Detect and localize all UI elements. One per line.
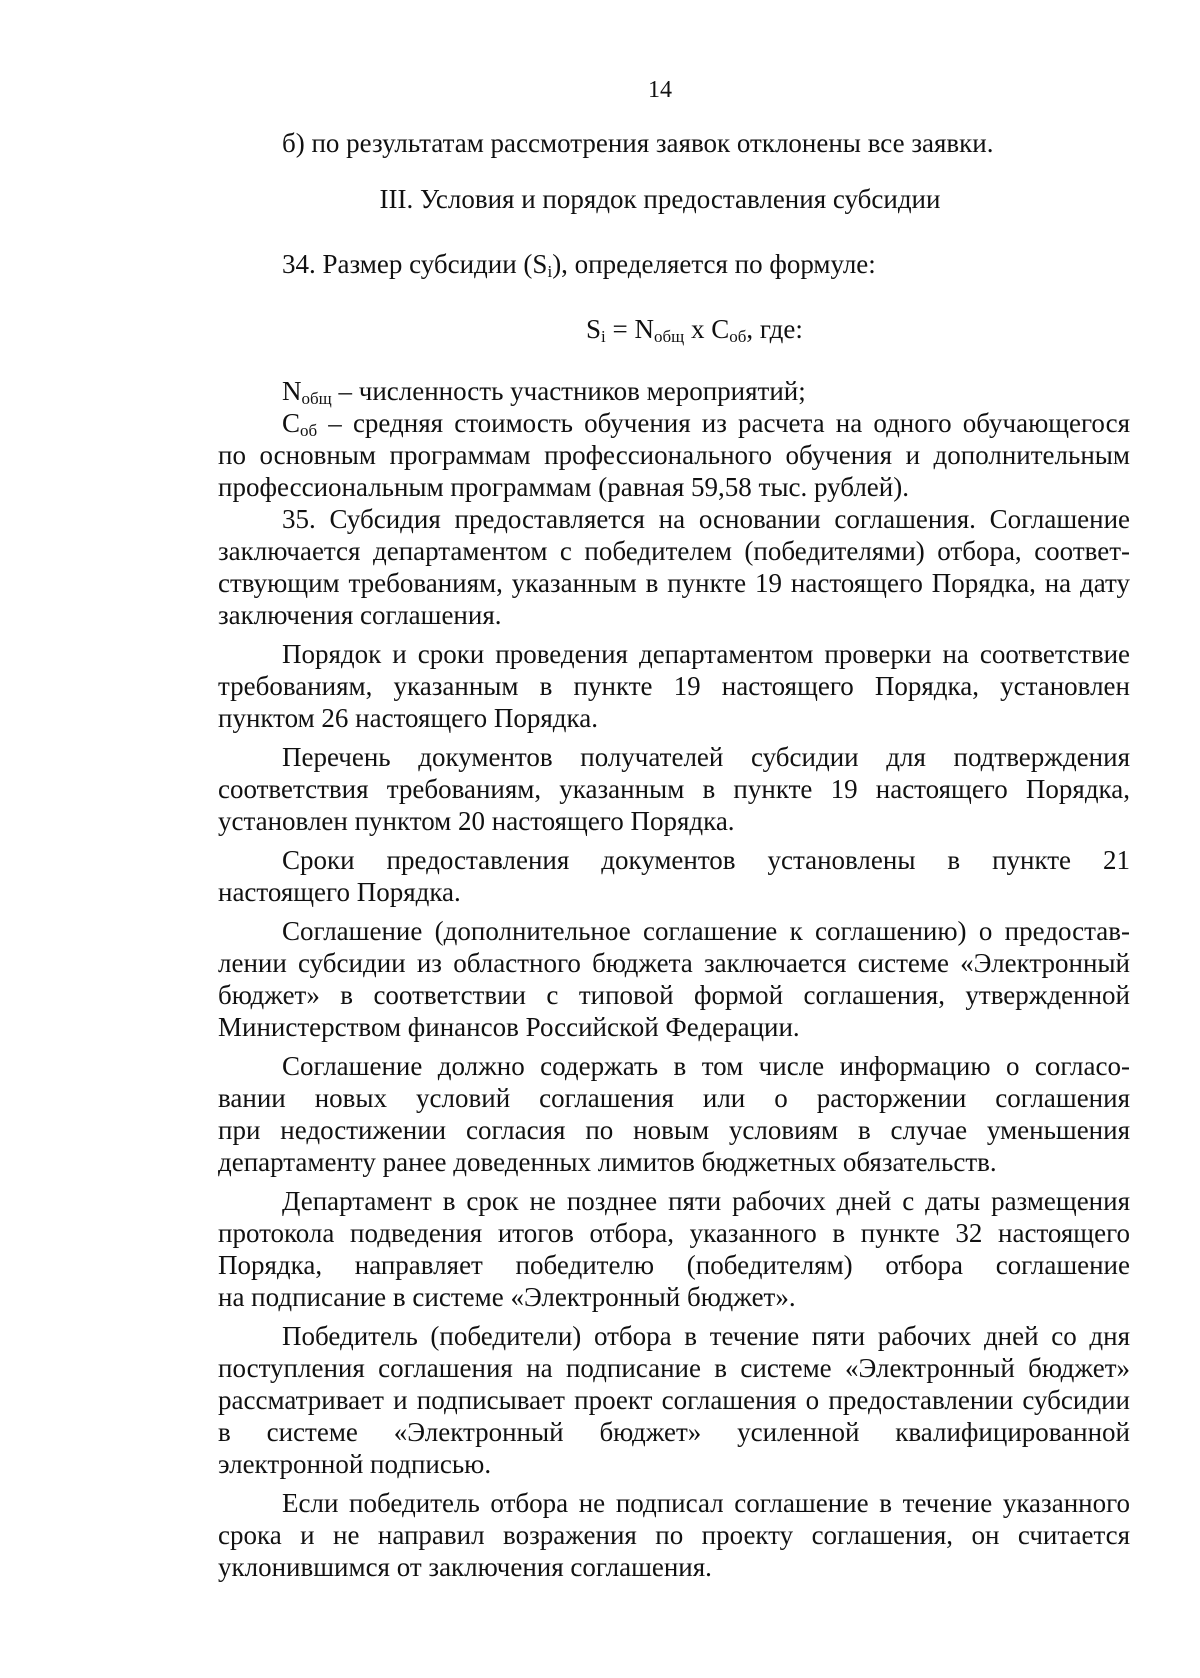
paragraph-35-line: ствующим требованиям, указанным в пункте 19 настоящего Порядка, на дату	[218, 568, 1130, 598]
definition-c-text: – средняя стоимость обучения из расчета на одного обучающегося	[317, 408, 1130, 438]
paragraph-check-line: требованиям, указанным в пункте 19 настоящего Порядка, установлен	[218, 671, 1130, 701]
formula-n-subscript: общ	[654, 327, 685, 346]
paragraph-list-line: соответствия требованиям, указанным в пункте 19 настоящего Порядка,	[218, 774, 1130, 804]
definition-c-subscript: об	[300, 421, 318, 439]
paragraph-check-line: пунктом 26 настоящего Порядка.	[218, 703, 598, 733]
definition-c-line: по основным программам профессионального обучения и дополнительным	[218, 440, 1130, 470]
paragraph-35-line: заключается департаментом с победителем (победителями) отбора, соответ-	[218, 536, 1130, 566]
paragraph-check-line: Порядок и сроки проведения департаментом проверки на соответствие	[282, 639, 1130, 669]
page-number: 14	[648, 77, 672, 103]
paragraph-winner-line: Победитель (победители) отбора в течение пяти рабочих дней со дня	[282, 1321, 1130, 1351]
paragraph-agreement-line: бюджет» в соответствии с типовой формой соглашения, утвержденной	[218, 980, 1130, 1010]
definition-n-subscript: общ	[301, 389, 332, 408]
definition-c-symbol: С	[282, 408, 301, 438]
paragraph-if-line: Если победитель отбора не подписал соглашение в течение указанного	[282, 1488, 1130, 1518]
paragraph-if-line: срока и не направил возражения по проекту соглашения, он считается	[218, 1520, 1130, 1550]
formula-times-c: x С	[684, 314, 730, 344]
paragraph-34-tail: ), определяется по формуле:	[552, 249, 876, 279]
paragraph-34-text: 34. Размер субсидии (S	[282, 249, 548, 279]
formula-s-subscript: i	[601, 327, 606, 346]
paragraph-agreement-line: Министерством финансов Российской Федерации.	[218, 1012, 800, 1042]
paragraph-department-line: на подписание в системе «Электронный бюджет».	[218, 1282, 796, 1312]
paragraph-contains-line: Соглашение должно содержать в том числе информацию о согласо-	[282, 1051, 1130, 1081]
paragraph-agreement-line: Соглашение (дополнительное соглашение к соглашению) о предостав-	[282, 916, 1130, 946]
paragraph-agreement-line: лении субсидии из областного бюджета заключается системе «Электронный	[218, 948, 1130, 978]
paragraph-contains-line: департаменту ранее доведенных лимитов бюджетных обязательств.	[218, 1147, 997, 1177]
paragraph-winner-line: рассматривает и подписывает проект соглашения о предоставлении субсидии	[218, 1385, 1130, 1415]
paragraph-contains-line: при недостижении согласия по новым условиям в случае уменьшения	[218, 1115, 1130, 1145]
paragraph-department-line: Департамент в срок не позднее пяти рабочих дней с даты размещения	[282, 1186, 1130, 1216]
definition-n-symbol: N	[282, 376, 302, 406]
definition-c	[282, 407, 1130, 439]
paragraph-if-line: уклонившимся от заключения соглашения.	[218, 1552, 712, 1582]
paragraph-34	[282, 248, 876, 280]
paragraph-35-line: 35. Субсидия предоставляется на основании соглашения. Соглашение	[282, 504, 1130, 534]
formula-equals-n: = N	[605, 314, 654, 344]
section-heading: III. Условия и порядок предоставления субсидии	[379, 184, 941, 214]
paragraph-winner-line: в системе «Электронный бюджет» усиленной квалифицированной	[218, 1417, 1130, 1447]
paragraph-department-line: протокола подведения итогов отбора, указанного в пункте 32 настоящего	[218, 1218, 1130, 1248]
paragraph-list-line: Перечень документов получателей субсидии для подтверждения	[282, 742, 1130, 772]
paragraph-contains-line: вании новых условий соглашения или о расторжении соглашения	[218, 1083, 1130, 1113]
formula-c-subscript: об	[729, 327, 747, 346]
definition-n	[282, 375, 806, 407]
paragraph-winner-line: поступления соглашения на подписание в системе «Электронный бюджет»	[218, 1353, 1130, 1383]
paragraph-terms-line: настоящего Порядка.	[218, 877, 461, 907]
paragraph-list-line: установлен пунктом 20 настоящего Порядка.	[218, 806, 735, 836]
definition-c-line: профессиональным программам (равная 59,58 тыс. рублей).	[218, 472, 909, 502]
paragraph-34-subscript: i	[547, 262, 553, 281]
definition-n-text: – численность участников мероприятий;	[331, 376, 806, 406]
item-b-line: б) по результатам рассмотрения заявок отклонены все заявки.	[282, 128, 994, 158]
formula-s: S	[586, 314, 602, 344]
subsidy-formula	[586, 313, 803, 345]
formula-tail: , где:	[746, 314, 803, 344]
paragraph-terms-line: Сроки предоставления документов установлены в пункте 21	[282, 845, 1130, 875]
paragraph-department-line: Порядка, направляет победителю (победителям) отбора соглашение	[218, 1250, 1130, 1280]
paragraph-winner-line: электронной подписью.	[218, 1449, 492, 1479]
paragraph-35-line: заключения соглашения.	[218, 600, 502, 630]
